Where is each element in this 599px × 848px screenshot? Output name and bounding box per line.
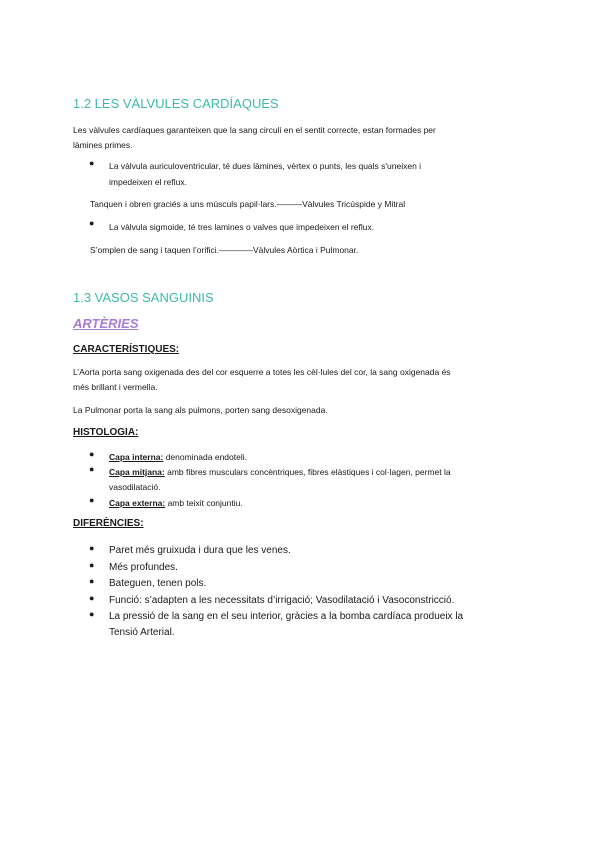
capa-mitjana-line-2: vasodilatació.: [109, 482, 161, 492]
bullet-icon: ●: [89, 449, 95, 459]
diferencia-1: Paret més gruixuda i dura que les venes.: [109, 545, 291, 556]
diferencia-3: Bateguen, tenen pols.: [109, 578, 207, 589]
diferencies-heading: DIFERÈNCIES:: [73, 518, 144, 529]
bullet-icon: ●: [89, 464, 95, 474]
arteries-heading: ARTÈRIES: [73, 316, 139, 331]
capa-interna-text: denominada endoteli.: [163, 452, 247, 462]
bullet-icon: ●: [89, 609, 95, 619]
capa-mitjana-label: Capa mitjana:: [109, 467, 165, 477]
section-title-valvules: 1.2 LES VÀLVULES CARDÍAQUES: [73, 96, 279, 111]
bullet-icon: ●: [89, 218, 95, 228]
valvules-intro-line-2: làmines primes.: [73, 140, 133, 150]
capa-externa-label: Capa externa:: [109, 498, 166, 508]
bullet-icon: ●: [89, 543, 95, 553]
capa-externa-item: [109, 496, 243, 511]
capa-mitjana-item: [109, 465, 451, 480]
capa-mitjana-text: amb fibres musculars concèntriques, fibres elàstiques i col·lagen, permet la: [164, 467, 451, 477]
diferencia-5-line-1: La pressió de la sang en el seu interior, gràcies a la bomba cardíaca produeix la: [109, 611, 464, 622]
aortica-pulmonar-text: S’omplen de sang i taquen l’orifici.————Vàlvules Aòrtica i Pulmonar.: [90, 245, 359, 255]
valvules-intro-line-1: Les vàlvules cardíaques garanteixen que la sang circuli en el sentit correcte, estan formades per: [73, 125, 436, 135]
histologia-heading: HISTOLOGIA:: [73, 427, 139, 438]
sigmoide-text: La vàlvula sigmoide, té tres lamines o valves que impedeixen el reflux.: [109, 222, 375, 232]
diferencia-5-line-2: Tensió Arterial.: [109, 627, 175, 638]
section-title-vasos: 1.3 VASOS SANGUINIS: [73, 290, 214, 305]
caracteristiques-heading: CARACTERÍSTIQUES:: [73, 344, 180, 355]
bullet-icon: ●: [89, 158, 95, 168]
capa-externa-text: amb teixit conjuntiu.: [165, 498, 243, 508]
capa-interna-item: [109, 450, 247, 465]
pulmonar-text: La Pulmonar porta la sang als pulmons, porten sang desoxigenada.: [73, 405, 328, 415]
auriculoventricular-line-2: impedeixen el reflux.: [109, 177, 187, 187]
bullet-icon: ●: [89, 495, 95, 505]
bullet-icon: ●: [89, 576, 95, 586]
diferencia-2: Més profundes.: [109, 562, 178, 573]
tricuspide-mitral-text: Tanquen i obren graciés a uns músculs papil·lars.———Vàlvules Tricúspide y Mitral: [90, 199, 406, 209]
bullet-icon: ●: [89, 593, 95, 603]
capa-interna-label: Capa interna:: [109, 452, 164, 462]
auriculoventricular-line-1: La vàlvula auriculoventricular, té dues làmines, vèrtex o punts, les quals s'uneixen i: [109, 161, 422, 171]
diferencia-4: Funció: s’adapten a les necessitats d’irrigació; Vasodilatació i Vasoconstricció.: [109, 595, 455, 606]
aorta-line-1: L’Aorta porta sang oxigenada des del cor esquerre a totes les cèl·lules del cor, la sang oxigenada és: [73, 367, 451, 377]
bullet-icon: ●: [89, 560, 95, 570]
aorta-line-2: més brillant i vermella.: [73, 382, 158, 392]
